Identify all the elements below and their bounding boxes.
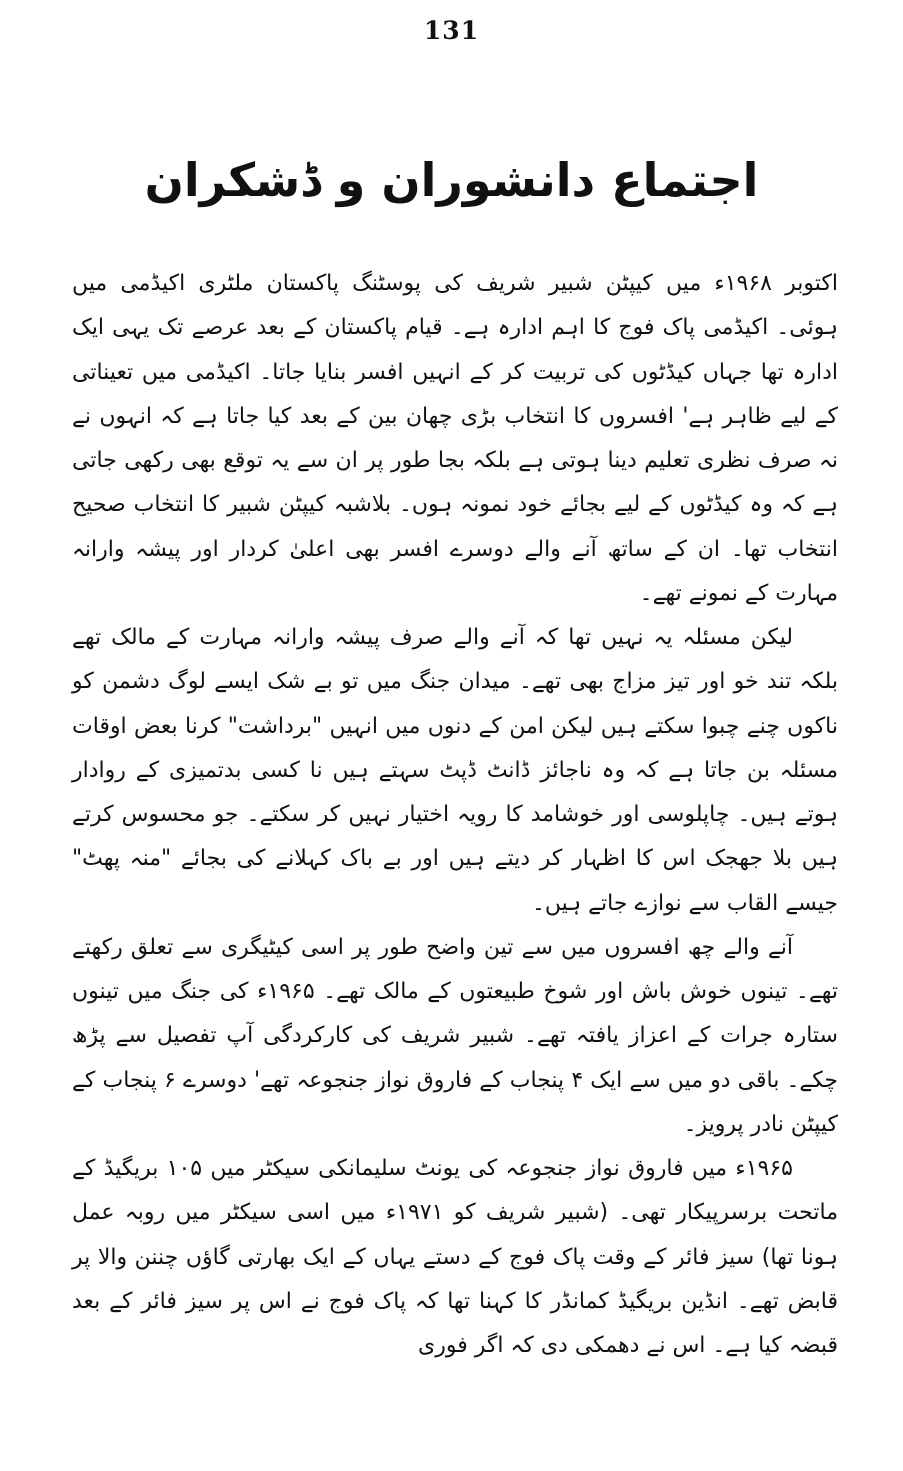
paragraph: ۱۹۶۵ء میں فاروق نواز جنجوعہ کی یونٹ سلیمانکی سیکٹر میں ۱۰۵ بریگیڈ کے ماتحت برسرپیکار تھی۔ (شبیر شریف کو ۱۹۷۱ء میں اسی سیکٹر میں روبہ عمل ہونا تھا) سیز فائر کے وقت پاک فوج کے دستے یہاں کے ایک بھارتی گاؤں چننن والا پر قابض تھے۔ انڈین بریگیڈ کمانڈر کا کہنا تھا کہ پاک فوج نے اس پر سیز فائر کے بعد قبضہ کیا ہے۔ اس نے دھمکی دی کہ اگر فوری: [72, 1156, 838, 1358]
paragraph: لیکن مسئلہ یہ نہیں تھا کہ آنے والے صرف پیشہ وارانہ مہارت کے مالک تھے بلکہ تند خو اور تیز مزاج بھی تھے۔ میدان جنگ میں تو بے شک ایسے لوگ دشمن کو ناکوں چنے چبوا سکتے ہیں لیکن امن کے دنوں میں انہیں "برداشت" کرنا بعض اوقات مسئلہ بن جاتا ہے کہ وہ ناجائز ڈانٹ ڈپٹ سہتے ہیں نا کسی بدتمیزی کے روادار ہوتے ہیں۔ چاپلوسی اور خوشامد کا رویہ اختیار نہیں کر سکتے۔ جو محسوس کرتے ہیں بلا جھجک اس کا اظہار کر دیتے ہیں اور بے باک کہلانے کی بجائے "منہ پھٹ" جیسے القاب سے نوازے جاتے ہیں۔: [72, 625, 838, 916]
paragraph: آنے والے چھ افسروں میں سے تین واضح طور پر اسی کیٹیگری سے تعلق رکھتے تھے۔ تینوں خوش باش اور شوخ طبیعتوں کے مالک تھے۔ ۱۹۶۵ء کی جنگ میں تینوں ستارہ جرات کے اعزاز یافتہ تھے۔ شبیر شریف کی کارکردگی آپ تفصیل سے پڑھ چکے۔ باقی دو میں سے ایک ۴ پنجاب کے فاروق نواز جنجوعہ تھے' دوسرے ۶ پنجاب کے کیپٹن نادر پرویز۔: [72, 934, 839, 1137]
page-number: 131: [423, 16, 480, 45]
paragraph: اکتوبر ۱۹۶۸ء میں کیپٹن شبیر شریف کی پوسٹنگ پاکستان ملٹری اکیڈمی میں ہوئی۔ اکیڈمی پاک فوج کا اہم ادارہ ہے۔ قیام پاکستان کے بعد عرصے تک یہی ایک ادارہ تھا جہاں کیڈٹوں کی تربیت کر کے انہیں افسر بنایا جاتا۔ اکیڈمی میں تعیناتی کے لیے ظاہر ہے' افسروں کا انتخاب بڑی چھان بین کے بعد کیا جاتا ہے کہ انہوں نے نہ صرف نظری تعلیم دینا ہوتی ہے بلکہ بجا طور پر ان سے یہ توقع بھی رکھی جاتی ہے کہ وہ کیڈٹوں کے لیے بجائے خود نمونہ ہوں۔ بلاشبہ کیپٹن شبیر کا انتخاب صحیح انتخاب تھا۔ ان کے ساتھ آنے والے دوسرے افسر بھی اعلیٰ کردار اور پیشہ وارانہ مہارت کے نمونے تھے۔: [72, 271, 838, 606]
chapter-title: اجتماع دانشوران و ڈشکران: [144, 153, 759, 207]
body-text: [72, 262, 838, 1368]
